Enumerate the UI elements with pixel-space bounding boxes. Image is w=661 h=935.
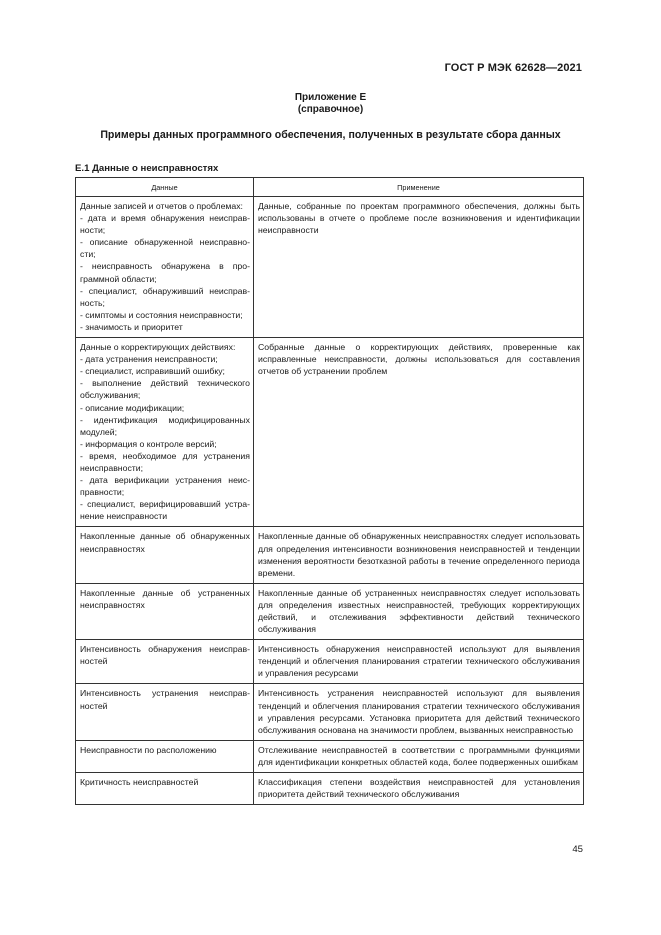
data-cell	[76, 740, 254, 772]
table-row	[76, 527, 584, 583]
appendix-subtitle: (справочное)	[297, 104, 364, 115]
appendix-title: Приложение Е	[294, 92, 367, 103]
data-cell-line: - симптомы и состояния неисправности;	[80, 309, 243, 320]
main-title: Примеры данных программного обеспечения, полученных в результате сбора данных	[100, 129, 561, 141]
section-title: Е.1 Данные о неисправностях	[75, 163, 219, 174]
column-header-application: Применение	[254, 178, 584, 197]
data-cell-line: - неисправность обнаружена в про-граммной области;	[80, 261, 250, 284]
appendix-heading	[0, 92, 661, 116]
data-cell-line: Накопленные данные об устраненных неисправностях	[80, 587, 250, 610]
data-cell-line: - значимость и приоритет	[80, 321, 183, 332]
data-cell	[76, 197, 254, 338]
table-row	[76, 740, 584, 772]
application-cell: Данные, собранные по проектам программного обеспечения, должны быть использованы в отчете о проблеме после возникновения и идентификации неисправности	[254, 197, 584, 338]
table-header-row	[76, 178, 584, 197]
data-cell	[76, 684, 254, 740]
data-cell-line: - дата и время обнаружения неисправ-ности;	[80, 213, 250, 236]
application-cell: Классификация степени воздействия неисправностей для установления приоритета действий технического обслуживания	[254, 773, 584, 805]
data-cell-line: - специалист, исправивший ошибку;	[80, 366, 225, 377]
table-body	[76, 197, 584, 805]
document-code: ГОСТ Р МЭК 62628—2021	[444, 62, 582, 74]
data-cell	[76, 338, 254, 527]
data-cell-line: - описание модификации;	[80, 402, 185, 413]
data-cell-line: Интенсивность устранения неисправ-ностей	[80, 688, 250, 711]
data-cell-line: - описание обнаруженной неисправно-сти;	[80, 237, 250, 260]
data-cell	[76, 527, 254, 583]
data-cell-line: Критичность неисправностей	[80, 777, 199, 788]
table-row	[76, 197, 584, 338]
application-cell: Интенсивность обнаружения неисправностей используют для выявления тенденций и облегчения планирования стратегии технического обслуживания и управления ресурсами	[254, 640, 584, 684]
data-cell-line: Данные о корректирующих действиях:	[80, 342, 236, 353]
table-row	[76, 684, 584, 740]
application-cell: Накопленные данные об устраненных неисправностях следует использовать для определения известных неисправностей, требующих корректирующих действий, и отслеживания эффективности действий технического обслуживания	[254, 583, 584, 639]
data-cell-line: - идентификация модифицированных модулей;	[80, 414, 250, 437]
data-cell-line: - специалист, верифицировавший устра-нение неисправности	[80, 499, 250, 522]
data-cell-line: - специалист, обнаруживший неисправ-ность;	[80, 285, 250, 308]
application-cell: Накопленные данные об обнаруженных неисправностях следует использовать для определения интенсивности возникновения неисправностей и тенденции изменения вероятности безотказной работы в течение определенного периода времени.	[254, 527, 584, 583]
table-row	[76, 640, 584, 684]
data-cell-line: - дата устранения неисправности;	[80, 354, 218, 365]
table-row	[76, 338, 584, 527]
application-cell: Интенсивность устранения неисправностей используют для выявления тенденций и облегчения планирования стратегии технического обслуживания и управления ресурсами. Установка приоритета для действий технического обслуживания основана на значимости проблем, вызванных неисправностью	[254, 684, 584, 740]
data-cell-line: - выполнение действий технического обслуживания;	[80, 378, 250, 401]
data-cell	[76, 583, 254, 639]
data-cell	[76, 773, 254, 805]
data-cell-line: Накопленные данные об обнаруженных неисправностях	[80, 531, 250, 554]
data-cell-line: Данные записей и отчетов о проблемах:	[80, 201, 243, 211]
data-cell-line: - дата верификации устранения неис-правности;	[80, 475, 250, 498]
data-cell-line: Интенсивность обнаружения неисправ-ностей	[80, 644, 250, 667]
application-cell: Отслеживание неисправностей в соответствии с программными функциями для идентификации конкретных областей кода, более подверженных ошибкам	[254, 740, 584, 772]
data-cell	[76, 640, 254, 684]
page-number: 45	[572, 844, 583, 855]
application-cell: Собранные данные о корректирующих действиях, проверенные как исправленные неисправности, должны использоваться для составления отчетов об устранении проблем	[254, 338, 584, 527]
table-row	[76, 773, 584, 805]
data-cell-line: - время, необходимое для устранения неисправности;	[80, 450, 250, 473]
data-cell-line: Неисправности по расположению	[80, 744, 217, 755]
data-cell-line: - информация о контроле версий;	[80, 438, 217, 449]
column-header-data: Данные	[76, 178, 254, 197]
fault-data-table	[75, 177, 584, 805]
table-row	[76, 583, 584, 639]
